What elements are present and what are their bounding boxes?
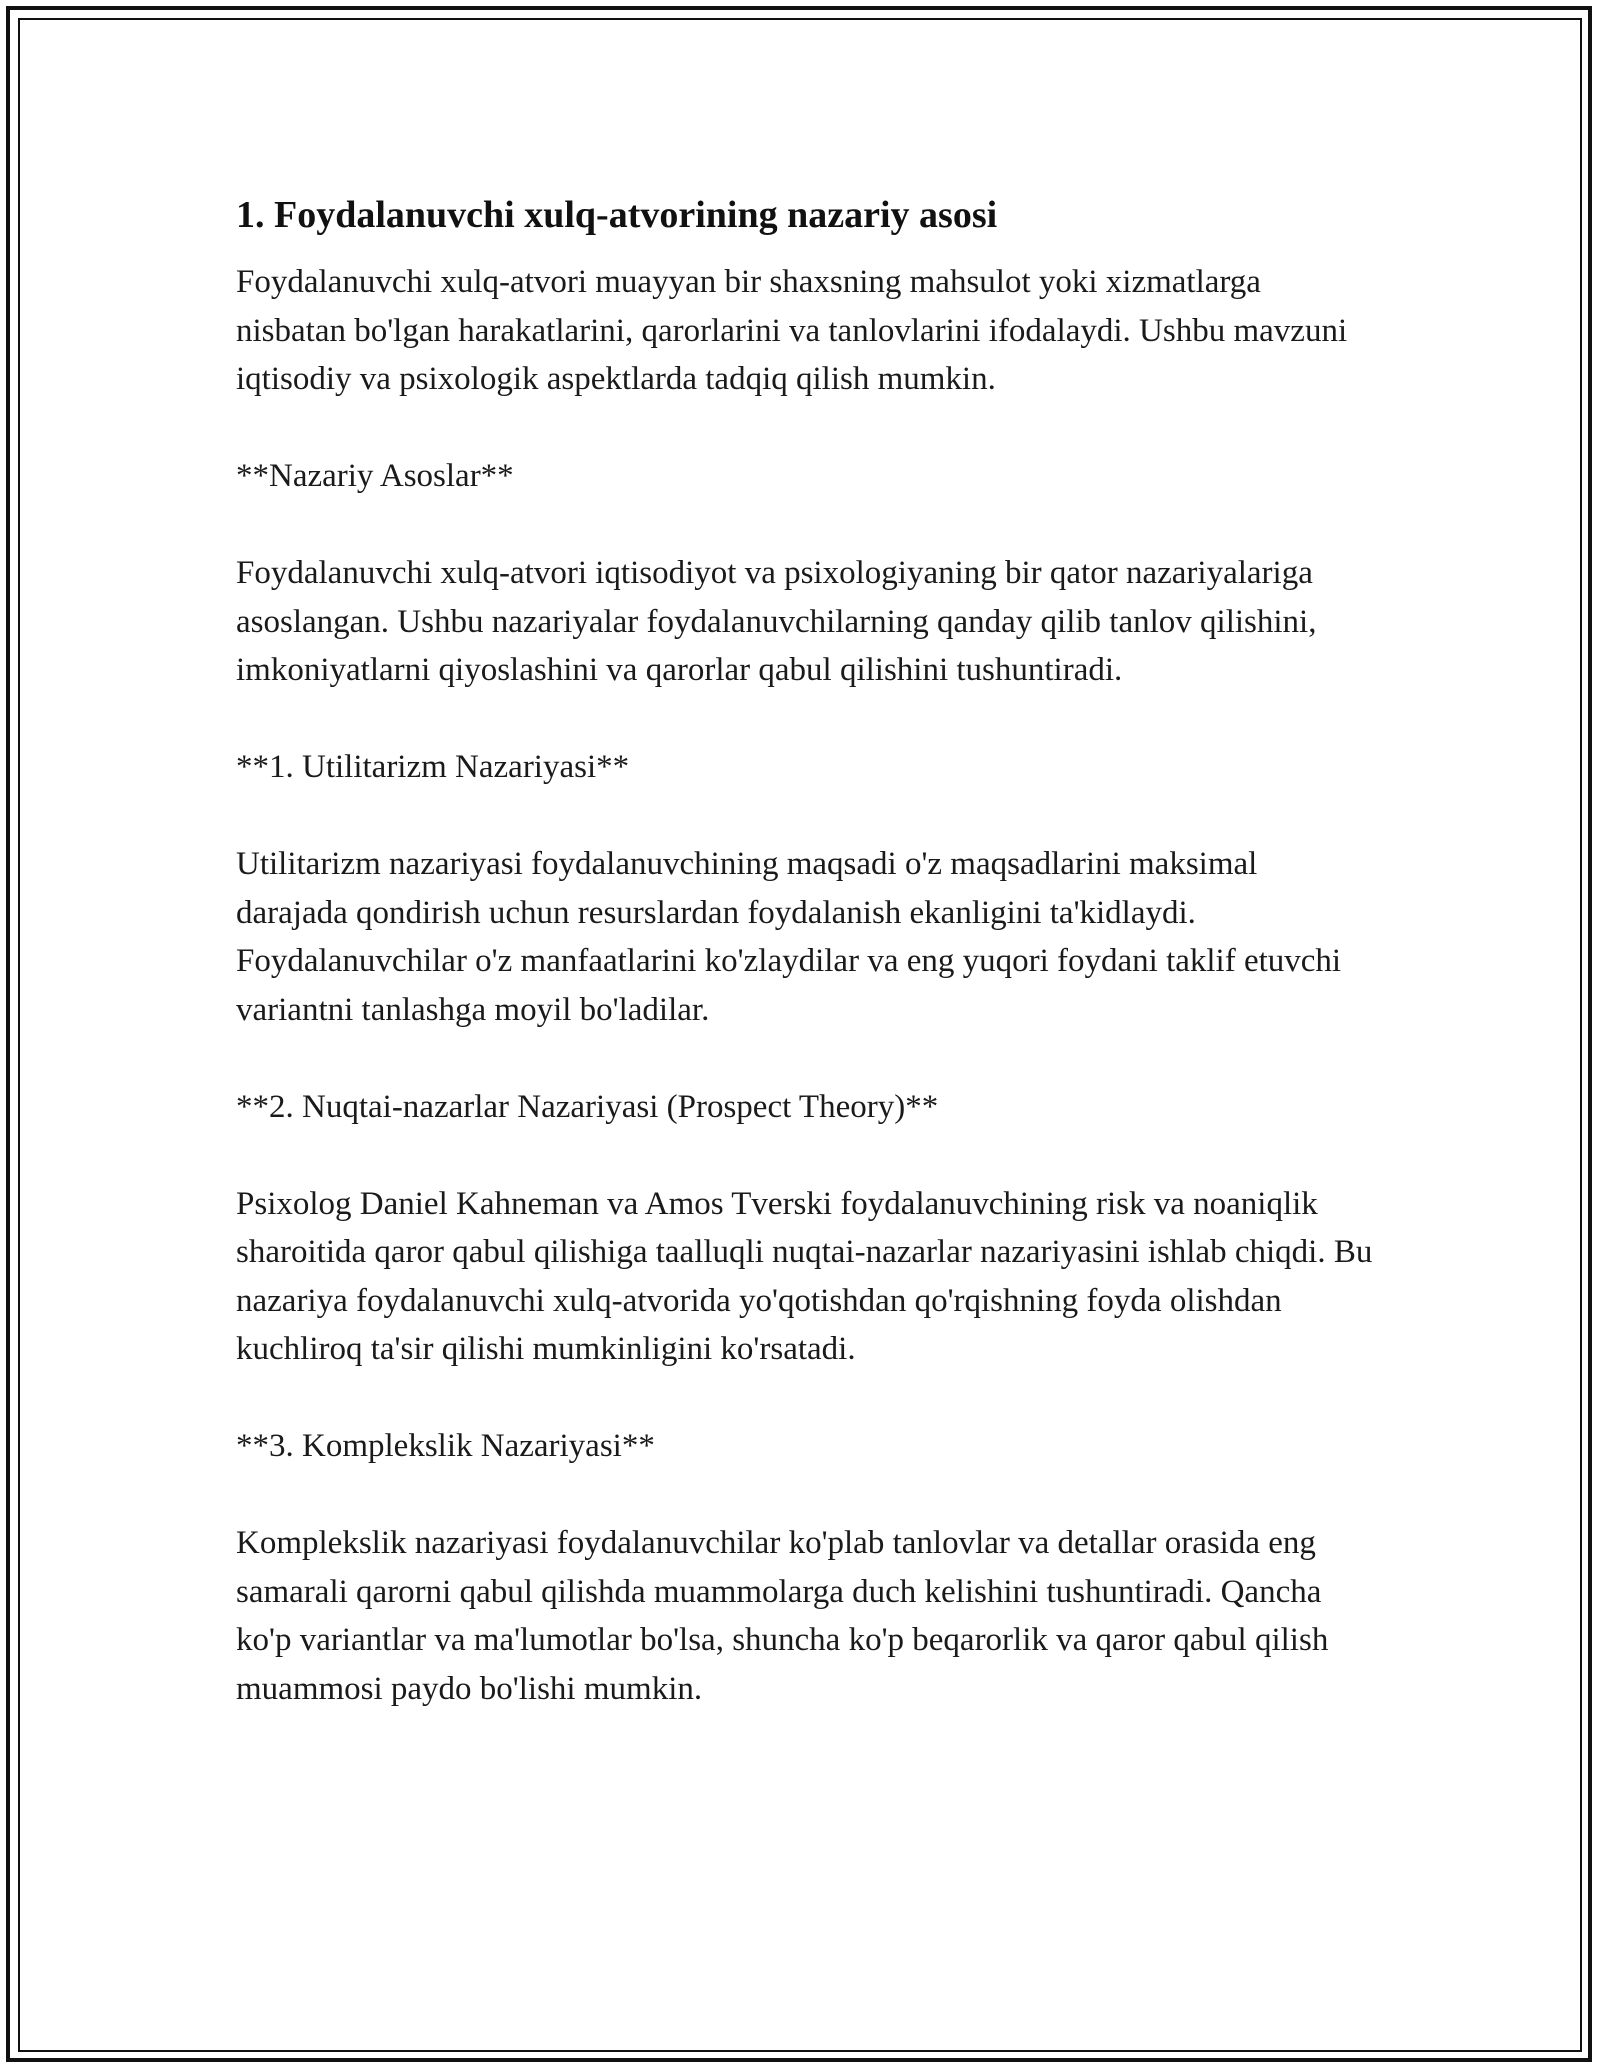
paragraph-utilitarizm: Utilitarizm nazariyasi foydalanuvchining maqsadi o'z maqsadlarini maksimal darajada qondirish uchun resurslardan foydalanish ekanligini ta'kidlaydi. Foydalanuvchilar o'z manfaatlarini ko'zlaydilar va eng yuqori foydani taklif etuvchi variantni tanlashga moyil bo'ladilar. bbox=[236, 846, 1342, 1028]
paragraph-komplekslik: Komplekslik nazariyasi foydalanuvchilar ko'plab tanlovlar va detallar orasida eng samarali qarorni qabul qilishda muammolarga duch kelishini tushuntiradi. Qancha ko'p variantlar va ma'lumotlar bo'lsa, shuncha ko'p beqarorlik va qaror qabul qilish muammosi paydo bo'lishi mumkin. bbox=[236, 1525, 1329, 1707]
section-heading-prospect-theory: **2. Nuqtai-nazarlar Nazariyasi (Prospect Theory)** bbox=[236, 1088, 939, 1125]
section-heading-utilitarizm: **1. Utilitarizm Nazariyasi** bbox=[236, 749, 630, 785]
section-heading-nazariy-asoslar: **Nazariy Asoslar** bbox=[236, 458, 514, 494]
document-body bbox=[236, 188, 1376, 1762]
section-heading-komplekslik: **3. Komplekslik Nazariyasi** bbox=[236, 1428, 655, 1464]
paragraph-intro: Foydalanuvchi xulq-atvori muayyan bir shaxsning mahsulot yoki xizmatlarga nisbatan bo'lgan harakatlarini, qarorlarini va tanlovlarini ifodalaydi. Ushbu mavzuni iqtisodiy va psixologik aspektlarda tadqiq qilish mumkin. bbox=[236, 264, 1348, 397]
document-title: 1. Foydalanuvchi xulq-atvorining nazariy asosi bbox=[236, 194, 998, 236]
paragraph-prospect-theory: Psixolog Daniel Kahneman va Amos Tverski foydalanuvchining risk va noaniqlik sharoitida qaror qabul qilishiga taalluqli nuqtai-nazarlar nazariyasini ishlab chiqdi. Bu nazariya foydalanuvchi xulq-atvorida yo'qotishdan qo'rqishning foyda olishdan kuchliroq ta'sir qilishi mumkinligini ko'rsatadi. bbox=[236, 1185, 1373, 1367]
paragraph-nazariy-asoslar: Foydalanuvchi xulq-atvori iqtisodiyot va psixologiyaning bir qator nazariyalariga asoslangan. Ushbu nazariyalar foydalanuvchilarning qanday qilib tanlov qilishini, imkoniyatlarni qiyoslashini va qarorlar qabul qilishini tushuntiradi. bbox=[236, 555, 1317, 688]
